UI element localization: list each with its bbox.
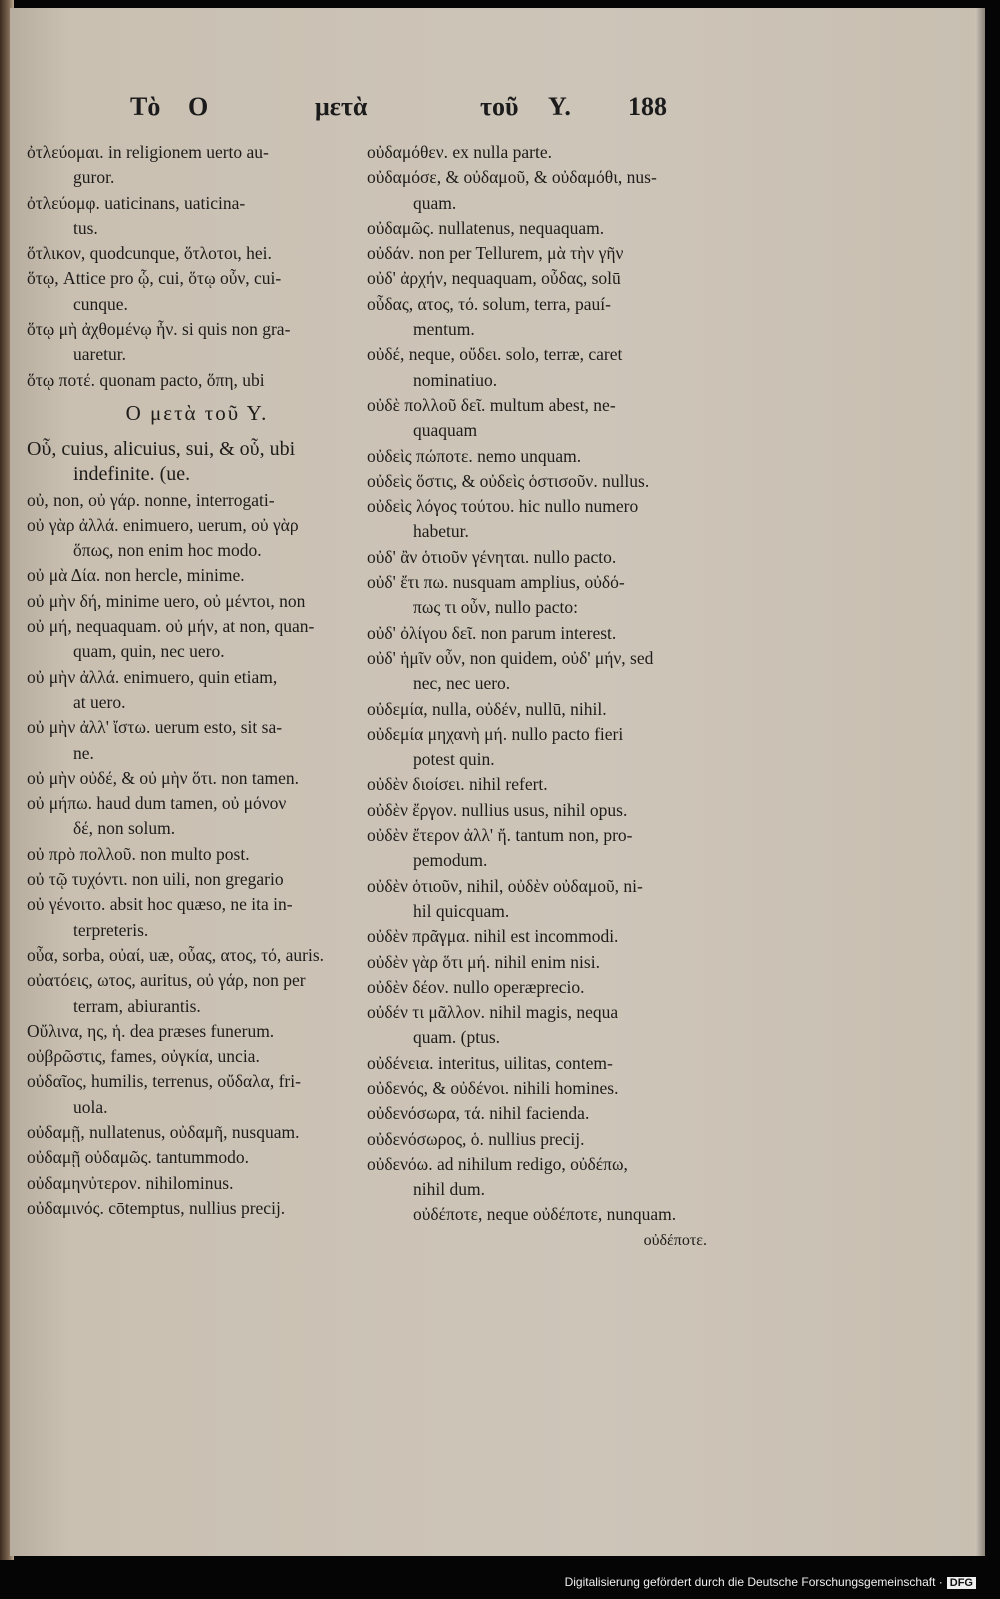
header-tou: τοῦ [480,92,519,121]
dictionary-line: ὅπως, non enim hoc modo. [73,540,262,561]
dictionary-line: οὐ γὰρ ἀλλά. enimuero, uerum, οὐ γὰρ [27,514,299,535]
dictionary-line: pemodum. [413,850,488,871]
dictionary-line: indefinite. (ue. [73,463,191,486]
dictionary-line: οὐ μὰ Δία. non hercle, minime. [27,565,245,586]
dictionary-line: οὖα, sorba, οὐαί, uæ, οὖας, ατος, τό, auris. [27,944,325,965]
dictionary-line: οὐδὲν γὰρ ὅτι μή. nihil enim nisi. [367,951,600,972]
dictionary-line: ὅτῳ μὴ ἀχθομένῳ ἦν. si quis non gra- [27,319,291,340]
page-number: 188 [628,92,667,121]
dictionary-line: οὐ τῷ τυχόντι. non uili, non gregario [27,869,284,890]
dictionary-line: οὐδαμηνὐτερον. nihilominus. [27,1172,234,1193]
dictionary-line: ὅτλικον, quodcunque, ὅτλοτοι, hei. [27,243,272,264]
dictionary-line: οὐδὲν ἔτερον ἀλλ' ἤ. tantum non, pro- [367,825,633,846]
dictionary-line: οὐατόεις, ωτος, auritus, οὐ γάρ, non per [27,970,306,991]
dictionary-line: ὅτῳ, Attice pro ᾧ, cui, ὅτῳ οὖν, cui- [27,268,282,289]
dictionary-line: Οὗ, cuius, alicuius, sui, & οὗ, ubi [27,437,296,460]
dictionary-line: terpreteris. [73,919,149,940]
dictionary-line: οὐδενόσωρος, ὁ. nullius precij. [367,1128,585,1149]
dictionary-line: οὐδενόσωρα, τά. nihil facienda. [367,1103,590,1124]
section-heading: Ο μετὰ τοῦ Υ. [125,400,269,425]
dictionary-line: οὐδὲ πολλοῦ δεῖ. multum abest, ne- [367,394,616,415]
dictionary-line: οὐδέν τι μᾶλλον. nihil magis, nequa [367,1002,619,1023]
dictionary-line: οὐδέ, neque, οὔδει. solo, terræ, caret [367,344,623,365]
right-column [367,140,715,1253]
dictionary-line: uaretur. [73,344,126,365]
catchword: οὐδέποτε. [643,1231,707,1249]
dictionary-line: οὐ μήπω. haud dum tamen, οὐ μόνον [27,793,287,814]
dfg-logo: DFG [947,1577,976,1589]
dictionary-line: οὐ μὴν ἀλλ' ἴστω. uerum esto, sit sa- [27,717,283,738]
dictionary-line: οὐ, non, οὐ γάρ. nonne, interrogati- [27,489,275,510]
dictionary-line: οὐδαῖος, humilis, terrenus, οὔδαλα, fri- [27,1071,301,1092]
dictionary-line: quam. [413,192,457,213]
dictionary-line: οὖδας, ατος, τό. solum, terra, pauí- [367,293,611,314]
dictionary-line: οὐδαμινός. cōtemptus, nullius precij. [27,1197,286,1218]
footer-text: Digitalisierung gefördert durch die Deutsche Forschungsgemeinschaft · [564,1575,943,1589]
page-edge [975,8,985,1556]
dictionary-line: οὐδὲν πρᾶγμα. nihil est incommodi. [367,926,619,947]
dictionary-line: ὀτλεύομφ. uaticinans, uaticina- [27,192,246,213]
dictionary-line: οὐδεμία, nulla, οὐδέν, nullū, nihil. [367,698,607,719]
dictionary-line: οὐδεὶς ὅστις, & οὐδεὶς ὁστισοῦν. nullus. [367,470,650,491]
book-page [10,8,985,1556]
dictionary-line: terram, abiurantis. [73,995,201,1016]
dictionary-line: quam, quin, nec uero. [73,641,225,662]
dictionary-line: οὐδὲν δέον. nullo operæprecio. [367,976,585,997]
dictionary-line: οὐδάν. non per Tellurem, μὰ τὴν γῆν [367,243,624,264]
dictionary-line: οὐ μή, nequaquam. οὐ μήν, at non, quan- [27,616,315,637]
dictionary-line: hil quicquam. [413,900,510,921]
dictionary-line: δέ, non solum. [73,818,176,839]
dictionary-line: οὐδενόω. ad nihilum redigo, οὐδέπω, [367,1153,628,1174]
dictionary-line: οὐβρῶστις, fames, οὐγκία, uncia. [27,1046,260,1067]
dictionary-line: οὐδὲν διοίσει. nihil refert. [367,774,548,795]
dictionary-line: ὀτλεύομαι. in religionem uerto au- [27,142,269,162]
dictionary-line: nihil dum. [413,1179,485,1200]
dictionary-line: οὐδέποτε, neque οὐδέποτε, nunquam. [413,1204,677,1225]
dictionary-line: οὐδὲν ὁτιοῦν, nihil, οὐδὲν οὐδαμοῦ, ni- [367,875,643,896]
dictionary-line: οὐδαμῇ, nullatenus, οὐδαμῆ, nusquam. [27,1121,300,1142]
header-upsilon: Υ. [548,92,571,121]
dictionary-line: πως τι οὖν, nullo pacto: [413,597,578,618]
dictionary-line: οὐ γένοιτο. absit hoc quæso, ne ita in- [27,894,293,915]
digitization-footer [565,1575,976,1589]
dictionary-line: οὐδαμόσε, & οὐδαμοῦ, & οὐδαμόθι, nus- [367,167,657,188]
dictionary-line: οὐ μὴν ἀλλά. enimuero, quin etiam, [27,666,278,687]
header-left: Τὸ [130,92,161,121]
dictionary-line: habetur. [413,521,469,542]
dictionary-line: οὐδ' ἀρχήν, nequaquam, οὖδας, solū [367,268,621,289]
dictionary-line: οὐ μὴν οὐδέ, & οὐ μὴν ὅτι. non tamen. [27,767,299,788]
dictionary-line: οὐδεὶς λόγος τούτου. hic nullo numero [367,496,639,517]
dictionary-line: uola. [73,1096,108,1117]
dictionary-line: mentum. [413,319,475,340]
dictionary-line: cunque. [73,293,128,314]
dictionary-line: οὐδεὶς πώποτε. nemo unquam. [367,445,582,466]
dictionary-line: οὐ πρὸ πολλοῦ. non multo post. [27,843,250,864]
dictionary-line: tus. [73,217,98,238]
left-column [27,140,367,1221]
header-letter: Ο [188,92,209,121]
dictionary-line: quam. (ptus. [413,1027,501,1048]
dictionary-line: οὐδ' ἔτι πω. nusquam amplius, οὐδό- [367,572,625,593]
dictionary-line: quaquam [413,420,478,441]
dictionary-line: ne. [73,742,94,763]
dictionary-line: οὐδαμῇ οὐδαμῶς. tantummodo. [27,1147,249,1168]
dictionary-line: nec, nec uero. [413,673,511,694]
dictionary-line: οὐδ' ὀλίγου δεῖ. non parum interest. [367,622,617,643]
dictionary-line: οὐδενός, & οὐδένοι. nihili homines. [367,1077,619,1098]
dictionary-line: οὐδ' ἂν ὁτιοῦν γένηται. nullo pacto. [367,546,617,567]
dictionary-line: nominatiuo. [413,369,498,390]
dictionary-line: ὅτῳ ποτέ. quonam pacto, ὅπη, ubi [27,369,265,390]
dictionary-line: οὐδὲν ἔργον. nullius usus, nihil opus. [367,799,628,820]
dictionary-line: οὐδ' ἡμῖν οὖν, non quidem, οὐδ' μήν, sed [367,647,654,668]
dictionary-line: οὐδεμία μηχανὴ μή. nullo pacto fieri [367,723,624,744]
dictionary-line: οὐ μὴν δή, minime uero, οὐ μέντοι, non [27,590,306,611]
dictionary-line: potest quin. [413,749,495,770]
dictionary-line: at uero. [73,691,126,712]
dictionary-line: οὐδαμόθεν. ex nulla parte. [367,142,552,162]
header-meta: μετὰ [315,92,368,121]
dictionary-line: guror. [73,167,115,188]
dictionary-line: οὐδαμῶς. nullatenus, nequaquam. [367,217,605,238]
dictionary-line: οὐδένεια. interitus, uilitas, contem- [367,1052,613,1073]
dictionary-line: Οὔλινα, ης, ἡ. dea præses funerum. [27,1020,275,1041]
running-header [130,92,690,132]
